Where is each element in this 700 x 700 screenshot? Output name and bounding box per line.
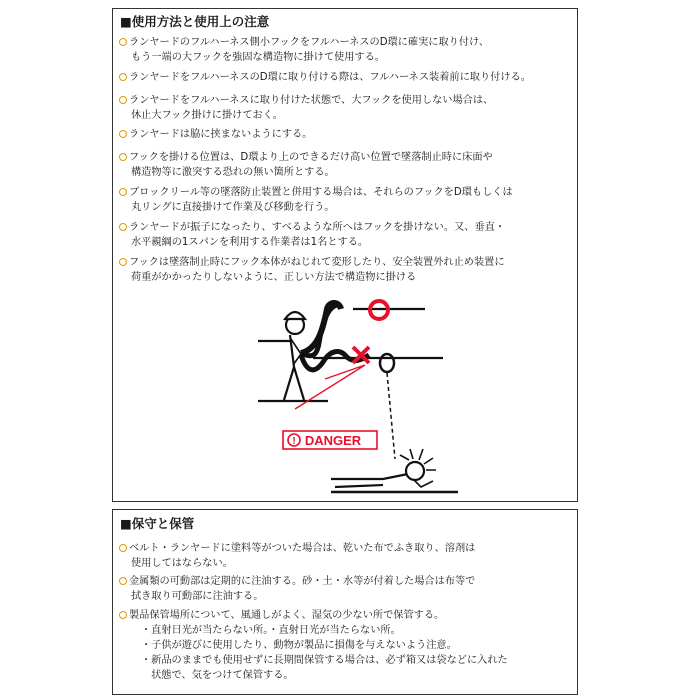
usage-title: ■使用方法と使用上の注意 [120,14,270,29]
danger-label [283,431,377,449]
fall-trajectory [295,365,365,409]
danger-text: DANGER [304,433,362,448]
care-sub-2: ・子供が遊びに使用したり、動物が製品に損傷を与えないよう注意。 [141,640,457,651]
usage-section [112,8,578,502]
care-sub-1: ・直射日光が当たらない所。・直射日光が当たらない所。 [141,625,401,636]
usage-item-3: ランヤードをフルハーネスに取り付けた状態で、大フックを使用しない場合は、 休止大フック掛けに掛けておく。 [119,93,493,123]
danger-symbol: ! [292,436,296,447]
care-sub-4: 状態で、気をつけて保管する。 [141,670,294,681]
care-sub-3: ・新品のままでも使用せずに長期間保管する場合は、必ず箱又は袋などに入れた [141,655,508,666]
standing-worker [258,312,305,400]
care-item-3: 製品保管場所について、風通しがよく、湿気の少ない所で保管する。 ・直射日光が当たらない所。・直射日光が当たらない所。 ・子供が遊びに使用したり、動物が製品に損傷を与えないよう注意。 ・新品のままでも使用せずに長期間保管する場合は、必ず箱又は袋などに入れた 状態で、気をつけて保管する。 [119,608,508,683]
usage-item-8: フックは墜落制止時にフック本体がねじれて変形したり、安全装置外れ止め装置に 荷重がかかったりしないように、正しい方法で構造物に掛ける [119,255,505,285]
care-item-1: ベルト・ランヤードに塗料等がついた場合は、乾いた布でふき取り、溶剤は 使用してはならない。 [119,541,475,571]
bullet-icon [119,544,127,552]
bullet-icon [119,577,127,585]
fallen-worker [331,449,436,487]
care-section [112,509,578,695]
drop-line [387,373,395,459]
usage-item-4: ランヤードは脇に挟まないようにする。 [119,127,312,142]
usage-item-5: フックを掛ける位置は、D環より上のできるだけ高い位置で墜落制止時に床面や 構造物等に激突する恐れの無い箇所とする。 [119,150,493,180]
hook-usage-illustration [113,9,576,499]
usage-item-1: ランヤードのフルハーネス側小フックをフルハーネスのD環に確実に取り付け、 もう一端の大フックを強固な構造物に掛けて使用する。 [119,35,489,65]
care-title: ■保守と保管 [120,516,195,531]
hook-ring [380,354,394,372]
bullet-icon [119,611,127,619]
usage-item-2: ランヤードをフルハーネスのD環に取り付ける際は、フルハーネス装着前に取り付ける。 [119,70,531,85]
usage-item-7: ランヤードが振子になったり、すべるような所へはフックを掛けない。又、垂直・ 水平親綱の1スパンを利用する作業者は1名とする。 [119,220,505,250]
care-item-2: 金属類の可動部は定期的に注油する。砂・土・水等が付着した場合は布等で 拭き取り可動部に注油する。 [119,574,475,604]
usage-item-6: ブロックリール等の墜落防止装置と併用する場合は、それらのフックをD環もしくは 丸リングに直接掛けて作業及び移動を行う。 [119,185,513,215]
